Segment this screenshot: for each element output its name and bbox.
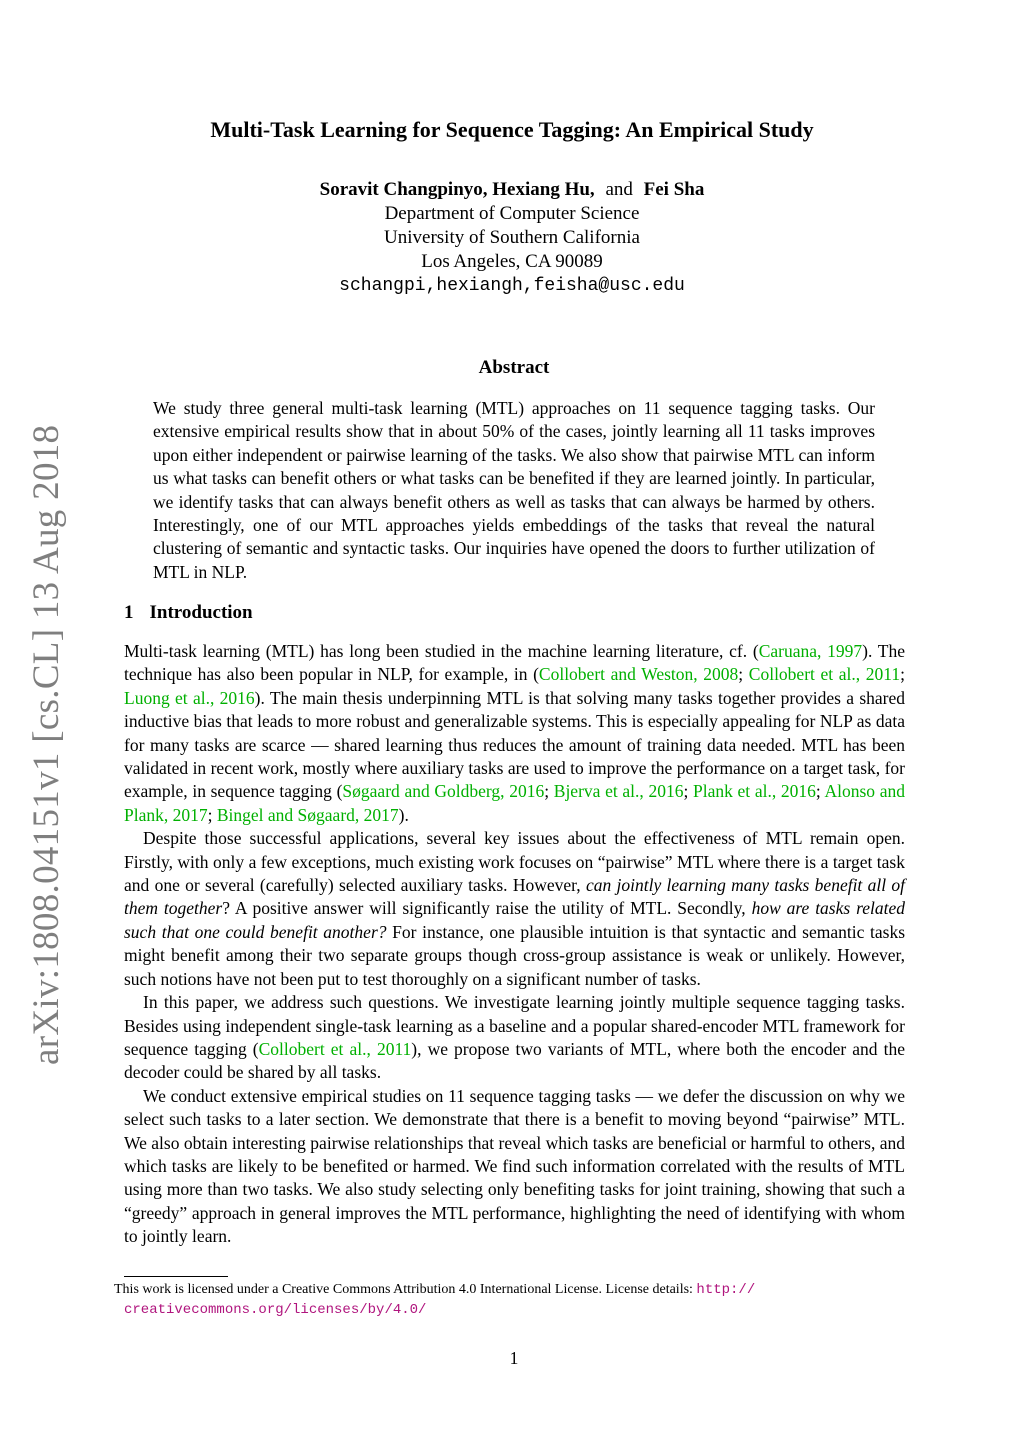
paragraph-1 bbox=[124, 640, 905, 827]
author-email: schangpi,hexiangh,feisha@usc.edu bbox=[339, 276, 685, 296]
citation-link[interactable]: Alonso and Plank, 2017 bbox=[124, 781, 905, 825]
text-span: ). The technique has also been popular in NLP, for example, in ( bbox=[124, 641, 905, 685]
citation-link[interactable]: Luong et al., 2016 bbox=[124, 687, 255, 708]
abstract-text: We study three general multi-task learning (MTL) approaches on 11 sequence tagging tasks. Our extensive empirical results show that in about 50% of the cases, jointly learning all 11 tasks improves upon either independent or pairwise learning of the tasks. We also show that pairwise MTL can inform us what tasks can benefit others or what tasks can be benefited if they are learned jointly. In particular, we identify tasks that can always benefit others as well as tasks that can always be harmed by others. Interestingly, one of our MTL approaches yields embeddings of the tasks that reveal the natural clustering of semantic and syntactic tasks. Our inquiries have opened the doors to further utilization of MTL in NLP. bbox=[153, 398, 875, 582]
page-number: 1 bbox=[509, 1348, 519, 1368]
paragraph-2 bbox=[124, 827, 905, 991]
section-number: 1 bbox=[124, 602, 134, 623]
emphasis-question-2: how are tasks related such that one could benefit another? bbox=[124, 898, 906, 942]
text-span: Despite those successful applications, several key issues about the effectiveness of MTL remain open. Firstly, with only a few exceptions, much existing work focuses on “pairwise” MTL where there is a target task and one or several (carefully) selected auxiliary tasks. However, bbox=[124, 828, 905, 896]
paragraph-4: We conduct extensive empirical studies on 11 sequence tagging tasks — we defer the discussion on why we select such tasks to a later section. We demonstrate that there is a benefit to moving beyond “pairwise” MTL. We also obtain interesting pairwise relationships that reveal which tasks are beneficial or harmful to others, and which tasks are likely to be benefited or harmed. We find such information correlated with the results of MTL using more than two tasks. We also study selecting only benefiting tasks for joint training, showing that such a “greedy” approach in general improves the MTL performance, highlighting the need of identifying with whom to jointly learn. bbox=[124, 1085, 905, 1247]
introduction-body bbox=[124, 640, 905, 1249]
citation-link[interactable]: Caruana, 1997 bbox=[758, 641, 863, 661]
citation-link[interactable]: Collobert and Weston, 2008 bbox=[538, 664, 739, 685]
citation-link[interactable]: Bingel and Søgaard, 2017 bbox=[216, 804, 399, 825]
citation-link[interactable]: Plank et al., 2016 bbox=[693, 781, 816, 802]
author-department: Department of Computer Science bbox=[384, 203, 640, 224]
citation-link[interactable]: Collobert et al., 2011 bbox=[258, 1038, 412, 1059]
text-span: ). bbox=[398, 804, 409, 825]
license-url-link-continued[interactable]: creativecommons.org/licenses/by/4.0/ bbox=[124, 1302, 427, 1318]
text-span: ; bbox=[900, 664, 905, 685]
arxiv-identifier-stamp: arXiv:1808.04151v1 [cs.CL] 13 Aug 2018 bbox=[26, 424, 67, 1065]
footnote-text: This work is licensed under a Creative Commons Attribution 4.0 International License. License details: bbox=[114, 1282, 697, 1297]
text-span: ; bbox=[207, 804, 217, 825]
citation-link[interactable]: Bjerva et al., 2016 bbox=[553, 781, 684, 802]
author-names: Soravit Changpinyo, Hexiang Hu, bbox=[319, 179, 595, 200]
text-span: ). The main thesis underpinning MTL is that solving many tasks together provides a shared inductive bias that leads to more robust and generalizable systems. This is especially appealing for NLP as data for many tasks are scarce — shared learning thus reduces the amount of training data needed. MTL has been validated in recent work, mostly where auxiliary tasks are used to improve the performance on a target task, for example, in sequence tagging ( bbox=[124, 687, 905, 802]
license-footnote bbox=[114, 1280, 904, 1320]
text-span: ; bbox=[815, 781, 825, 802]
text-span: For instance, one plausible intuition is that syntactic and semantic tasks might benefit among their two separate groups though cross-group assistance is weak or unlikely. However, such notions have not been put to test thoroughly on a significant number of tasks. bbox=[124, 921, 906, 989]
abstract-heading: Abstract bbox=[478, 357, 550, 378]
text-span: ; bbox=[544, 781, 554, 802]
author-names-line bbox=[0, 178, 1024, 202]
license-url-link[interactable]: http:// bbox=[696, 1282, 756, 1298]
footnote-divider bbox=[124, 1276, 228, 1277]
text-span: ; bbox=[738, 664, 749, 685]
author-block bbox=[0, 178, 1024, 298]
citation-link[interactable]: Søgaard and Goldberg, 2016 bbox=[342, 781, 545, 802]
text-span: In this paper, we address such questions. We investigate learning jointly multiple sequence tagging tasks. Besides using independent single-task learning as a baseline and a popular shared-encoder MTL framework for sequence tagging ( bbox=[124, 992, 905, 1059]
section-heading-introduction bbox=[124, 602, 253, 624]
text-span: ), we propose two variants of MTL, where both the encoder and the decoder could be shared by all tasks. bbox=[124, 1038, 905, 1083]
text-span: ; bbox=[683, 781, 693, 802]
emphasis-question-1: can jointly learning many tasks benefit all of them together bbox=[124, 875, 905, 919]
citation-link[interactable]: Collobert et al., 2011 bbox=[748, 664, 901, 685]
paragraph-3 bbox=[124, 991, 905, 1085]
text-span: Multi-task learning (MTL) has long been studied in the machine learning literature, cf. ( bbox=[124, 641, 759, 661]
section-title: Introduction bbox=[149, 602, 253, 623]
last-author-name: Fei Sha bbox=[643, 179, 705, 200]
author-location: Los Angeles, CA 90089 bbox=[421, 251, 603, 272]
paper-title: Multi-Task Learning for Sequence Tagging: An Empirical Study bbox=[210, 117, 814, 142]
author-conjunction: and bbox=[605, 179, 633, 200]
text-span: ? A positive answer will significantly raise the utility of MTL. Secondly, bbox=[222, 898, 752, 919]
author-university: University of Southern California bbox=[384, 227, 640, 248]
